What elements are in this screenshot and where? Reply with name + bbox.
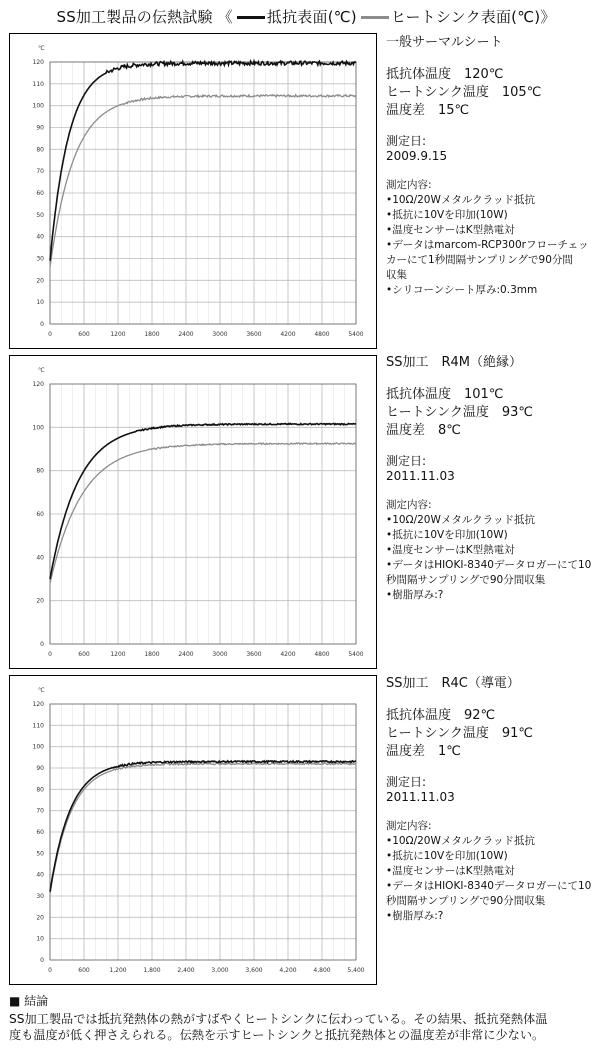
title-prefix: SS加工製品の伝熱試験 《 — [56, 8, 233, 26]
series-resistor-line — [50, 424, 356, 580]
x-tick-label: 3,000 — [211, 967, 229, 974]
y-tick-label: 10 — [36, 299, 44, 307]
title-suffix: 》 — [540, 8, 556, 26]
notes-label: 測定内容: — [386, 820, 432, 832]
info-panel-2 — [386, 355, 608, 603]
y-tick-label: 20 — [36, 914, 44, 922]
date-value: 2009.9.15 — [386, 149, 448, 163]
date-value: 2011.11.03 — [386, 469, 455, 483]
note-line: •データはmarcom-RCP300rフローチェッ — [386, 239, 589, 251]
product-name: 一般サーマルシート — [386, 35, 503, 50]
measurement-date — [386, 454, 608, 484]
x-tick-label: 0 — [48, 967, 52, 974]
note-line: 収集 — [386, 269, 407, 281]
y-tick-label: 50 — [36, 211, 44, 219]
info-panel-1 — [386, 35, 608, 298]
y-tick-label: 10 — [36, 935, 44, 943]
y-axis-unit: ℃ — [38, 687, 45, 694]
note-line: •抵抗に10Vを印加(10W) — [386, 529, 508, 541]
y-tick-label: 40 — [36, 871, 44, 879]
conclusion-line: SS加工製品では抵抗発熱体の熱がすばやくヒートシンクに伝わっている。その結果、抵抗発熱体温 — [9, 1012, 548, 1026]
x-tick-label: 5,400 — [347, 967, 365, 974]
y-tick-label: 90 — [36, 765, 44, 772]
x-tick-label: 3600 — [246, 331, 262, 338]
note-line: •データはHIOKI-8340データロガーにて10 — [386, 559, 592, 571]
x-tick-label: 1200 — [110, 331, 126, 338]
y-tick-label: 100 — [32, 743, 44, 751]
x-tick-label: 4200 — [280, 331, 296, 338]
note-line: •データはHIOKI-8340データロガーにて10 — [386, 880, 592, 892]
conclusion-line: 度も温度が低く押さえられる。伝熱を示すヒートシンクと抵抗発熱体との温度差が非常に少ない。 — [9, 1028, 545, 1042]
chart-panel-3 — [9, 675, 377, 985]
product-name: SS加工 R4C（導電） — [386, 676, 520, 691]
x-tick-label: 5400 — [348, 331, 364, 338]
date-value: 2011.11.03 — [386, 790, 455, 804]
date-label: 測定日: — [386, 134, 427, 148]
legend-sink-swatch — [361, 16, 389, 19]
y-axis-unit: ℃ — [38, 45, 45, 52]
temp-difference: 温度差 15℃ — [386, 103, 470, 118]
temperature-summary — [386, 386, 608, 440]
y-tick-label: 80 — [36, 146, 44, 154]
y-tick-label: 80 — [36, 467, 44, 475]
note-line: 秒間隔サンプリングで90分間収集 — [386, 895, 546, 907]
note-line: •温度センサーはK型熱電対 — [386, 544, 515, 556]
x-tick-label: 2400 — [178, 651, 194, 658]
measurement-date — [386, 134, 608, 164]
sink-temp: ヒートシンク温度 105℃ — [386, 85, 542, 100]
note-line: •抵抗に10Vを印加(10W) — [386, 209, 508, 221]
measurement-notes — [386, 498, 608, 603]
x-tick-label: 4,800 — [313, 967, 331, 974]
x-tick-label: 4200 — [280, 651, 296, 658]
temp-difference: 温度差 8℃ — [386, 423, 461, 438]
series-resistor-line — [50, 761, 356, 892]
resistor-temp: 抵抗体温度 92℃ — [386, 708, 496, 723]
x-tick-label: 0 — [48, 331, 52, 338]
temp-difference: 温度差 1℃ — [386, 744, 461, 759]
x-tick-label: 1800 — [144, 651, 160, 658]
chart-2-svg — [10, 356, 376, 668]
x-tick-label: 1800 — [144, 331, 160, 338]
y-tick-label: 60 — [36, 190, 44, 197]
notes-label: 測定内容: — [386, 179, 432, 191]
y-tick-label: 70 — [36, 807, 44, 815]
note-line: •10Ω/20Wメタルクラッド抵抗 — [386, 835, 535, 847]
sink-temp: ヒートシンク温度 93℃ — [386, 405, 534, 420]
x-tick-label: 1,200 — [109, 967, 127, 974]
x-tick-label: 3600 — [246, 651, 262, 658]
y-tick-label: 0 — [40, 321, 44, 328]
x-tick-label: 5400 — [348, 651, 364, 658]
y-tick-label: 110 — [32, 722, 44, 730]
date-label: 測定日: — [386, 454, 427, 468]
chart-1-svg — [10, 34, 376, 348]
x-tick-label: 1,800 — [143, 967, 161, 974]
y-tick-label: 120 — [32, 701, 44, 708]
legend-resistor-swatch — [237, 16, 265, 19]
y-tick-label: 120 — [32, 381, 44, 388]
product-name: SS加工 R4M（絶縁） — [386, 355, 523, 370]
y-tick-label: 40 — [36, 233, 44, 241]
x-tick-label: 600 — [78, 331, 90, 338]
conclusion-heading: ■ 結論 — [9, 994, 49, 1008]
x-tick-label: 3,600 — [245, 967, 263, 974]
series-sink-line — [50, 95, 356, 267]
resistor-temp: 抵抗体温度 101℃ — [386, 387, 504, 402]
legend-resistor-label: 抵抗表面(℃) — [266, 8, 357, 26]
y-tick-label: 100 — [32, 424, 44, 432]
note-line: •温度センサーはK型熱電対 — [386, 865, 515, 877]
x-tick-label: 0 — [48, 651, 52, 658]
x-tick-label: 600 — [78, 967, 90, 974]
note-line: •温度センサーはK型熱電対 — [386, 224, 515, 236]
x-tick-label: 1200 — [110, 651, 126, 658]
measurement-notes — [386, 819, 608, 924]
y-tick-label: 110 — [32, 80, 44, 88]
y-tick-label: 80 — [36, 786, 44, 794]
series-resistor-line — [50, 61, 356, 261]
note-line: •樹脂厚み:? — [386, 910, 444, 922]
measurement-date — [386, 775, 608, 805]
temperature-summary — [386, 707, 608, 761]
y-tick-label: 60 — [36, 829, 44, 836]
conclusion — [9, 992, 609, 1043]
chart-3-svg — [10, 676, 376, 984]
measurement-notes — [386, 178, 608, 298]
note-line: •10Ω/20Wメタルクラッド抵抗 — [386, 194, 535, 206]
x-tick-label: 3000 — [212, 651, 228, 658]
note-line: •シリコーンシート厚み:0.3mm — [386, 284, 538, 296]
y-tick-label: 120 — [32, 59, 44, 66]
note-line: 秒間隔サンプリングで90分間収集 — [386, 574, 546, 586]
y-tick-label: 30 — [36, 255, 44, 263]
x-tick-label: 4800 — [314, 651, 330, 658]
note-line: カーにて1秒間隔サンプリングで90分間 — [386, 254, 573, 266]
y-tick-label: 70 — [36, 168, 44, 176]
chart-panel-1 — [9, 33, 377, 349]
y-tick-label: 0 — [40, 641, 44, 648]
y-tick-label: 20 — [36, 277, 44, 285]
series-sink-line — [50, 443, 356, 583]
note-line: •10Ω/20Wメタルクラッド抵抗 — [386, 514, 535, 526]
x-tick-label: 4800 — [314, 331, 330, 338]
y-tick-label: 40 — [36, 554, 44, 562]
note-line: •抵抗に10Vを印加(10W) — [386, 850, 508, 862]
y-tick-label: 90 — [36, 124, 44, 132]
x-tick-label: 2400 — [178, 331, 194, 338]
series-sink-line — [50, 763, 356, 894]
x-tick-label: 600 — [78, 651, 90, 658]
x-tick-label: 2,400 — [177, 967, 195, 974]
note-line: •樹脂厚み:? — [386, 589, 444, 601]
notes-label: 測定内容: — [386, 499, 432, 511]
info-panel-3 — [386, 676, 608, 924]
y-tick-label: 0 — [40, 957, 44, 964]
x-tick-label: 4,200 — [279, 967, 297, 974]
resistor-temp: 抵抗体温度 120℃ — [386, 67, 504, 82]
conclusion-body — [9, 1011, 609, 1043]
temperature-summary — [386, 66, 608, 120]
y-axis-unit: ℃ — [38, 367, 45, 374]
legend-sink-label: ヒートシンク表面(℃) — [390, 8, 541, 26]
y-tick-label: 60 — [36, 511, 44, 518]
x-tick-label: 3000 — [212, 331, 228, 338]
y-tick-label: 100 — [32, 102, 44, 110]
y-tick-label: 20 — [36, 597, 44, 605]
y-tick-label: 30 — [36, 893, 44, 900]
page-title — [0, 6, 612, 27]
sink-temp: ヒートシンク温度 91℃ — [386, 726, 534, 741]
y-tick-label: 50 — [36, 850, 44, 858]
chart-panel-2 — [9, 355, 377, 669]
date-label: 測定日: — [386, 775, 427, 789]
